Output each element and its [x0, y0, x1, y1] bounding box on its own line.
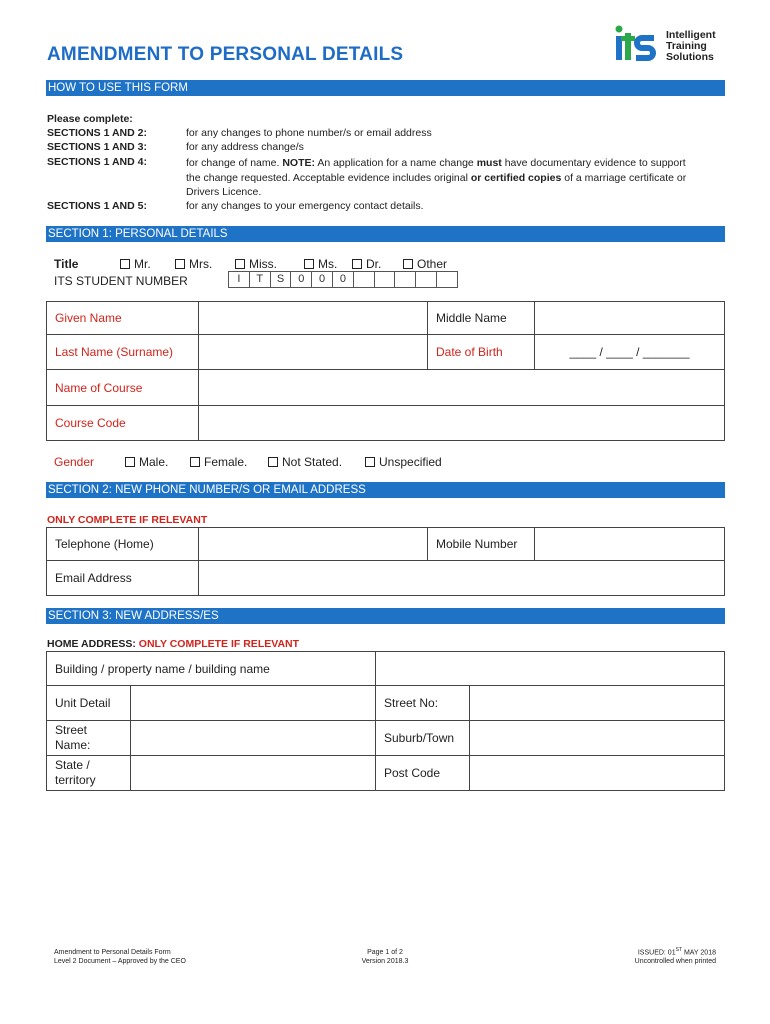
- how-to-bar: HOW TO USE THIS FORM: [46, 80, 725, 96]
- building-label: Building / property name / building name: [47, 652, 376, 686]
- title-option-mr[interactable]: Mr.: [120, 257, 151, 271]
- course-name-input[interactable]: [199, 370, 725, 406]
- section2-bar: SECTION 2: NEW PHONE NUMBER/S OR EMAIL ADDRESS: [46, 482, 725, 498]
- street-no-label: Street No:: [376, 686, 470, 721]
- tel-home-input[interactable]: [199, 528, 428, 561]
- student-number-char-box[interactable]: [436, 271, 458, 288]
- unit-input[interactable]: [131, 686, 376, 721]
- how-to-label-3: SECTIONS 1 AND 4:: [47, 156, 147, 168]
- unit-label: Unit Detail: [47, 686, 131, 721]
- address-table: [46, 651, 725, 791]
- postcode-input[interactable]: [470, 756, 725, 791]
- last-name-label: Last Name (Surname): [47, 335, 199, 370]
- street-name-label: Street Name:: [47, 721, 131, 756]
- student-number-char-box[interactable]: 0: [311, 271, 333, 288]
- student-number-char-box[interactable]: [415, 271, 437, 288]
- checkbox[interactable]: [304, 259, 314, 269]
- how-to-text-4: for any changes to your emergency contact details.: [186, 200, 424, 212]
- title-label: Title: [54, 257, 79, 271]
- logo-text: Intelligent Training Solutions: [666, 29, 716, 63]
- email-label: Email Address: [47, 561, 199, 596]
- student-number-char-box[interactable]: T: [249, 271, 271, 288]
- mobile-label: Mobile Number: [428, 528, 535, 561]
- student-number-char-box[interactable]: 0: [332, 271, 354, 288]
- course-code-input[interactable]: [199, 406, 725, 441]
- how-to-text-3: for change of name. NOTE: An application for a name change must have documentary evidence to support the change requested. Acceptable evidence includes original or certified copies of a marriage certificate or Drivers Licence.: [186, 157, 687, 198]
- street-name-input[interactable]: [131, 721, 376, 756]
- postcode-label: Post Code: [376, 756, 470, 791]
- given-name-input[interactable]: [199, 302, 428, 335]
- how-to-text-2: for any address change/s: [186, 141, 304, 153]
- middle-name-input[interactable]: [535, 302, 725, 335]
- section2-note: ONLY COMPLETE IF RELEVANT: [47, 514, 208, 526]
- checkbox[interactable]: [190, 457, 200, 467]
- personal-details-table: [46, 301, 725, 441]
- building-input[interactable]: [376, 652, 725, 686]
- student-number-char-box[interactable]: [353, 271, 375, 288]
- footer-center: Page 1 of 2 Version 2018.3: [361, 949, 409, 965]
- given-name-label: Given Name: [47, 302, 199, 335]
- section3-bar: SECTION 3: NEW ADDRESS/ES: [46, 608, 725, 624]
- student-number-label: ITS STUDENT NUMBER: [54, 274, 188, 288]
- middle-name-label: Middle Name: [428, 302, 535, 335]
- checkbox[interactable]: [365, 457, 375, 467]
- footer-left: Amendment to Personal Details Form Level 2 Document – Approved by the CEO: [54, 949, 186, 965]
- gender-option-not-stated[interactable]: Not Stated.: [268, 455, 342, 469]
- checkbox[interactable]: [175, 259, 185, 269]
- title-option-miss[interactable]: Miss.: [235, 257, 277, 271]
- footer-right: ISSUED: 01ST MAY 2018 Uncontrolled when printed: [634, 947, 716, 966]
- suburb-label: Suburb/Town: [376, 721, 470, 756]
- checkbox[interactable]: [120, 259, 130, 269]
- state-label: State / territory: [47, 756, 131, 791]
- how-to-text-1: for any changes to phone number/s or email address: [186, 127, 432, 139]
- logo-mark-icon: [610, 24, 662, 68]
- checkbox[interactable]: [235, 259, 245, 269]
- gender-option-female[interactable]: Female.: [190, 455, 247, 469]
- how-to-label-1: SECTIONS 1 AND 2:: [47, 127, 147, 139]
- title-option-ms[interactable]: Ms.: [304, 257, 337, 271]
- student-number-char-box[interactable]: S: [270, 271, 292, 288]
- last-name-input[interactable]: [199, 335, 428, 370]
- contact-table: [46, 527, 725, 596]
- home-address-label: HOME ADDRESS: ONLY COMPLETE IF RELEVANT: [47, 638, 300, 650]
- dob-input[interactable]: ____ / ____ / _______: [535, 335, 725, 370]
- email-input[interactable]: [199, 561, 725, 596]
- gender-option-unspecified[interactable]: Unspecified: [365, 455, 442, 469]
- checkbox[interactable]: [352, 259, 362, 269]
- student-number-char-box[interactable]: [374, 271, 396, 288]
- tel-home-label: Telephone (Home): [47, 528, 199, 561]
- page-title: AMENDMENT TO PERSONAL DETAILS: [47, 44, 404, 65]
- how-to-label-4: SECTIONS 1 AND 5:: [47, 200, 147, 212]
- course-code-label: Course Code: [47, 406, 199, 441]
- mobile-input[interactable]: [535, 528, 725, 561]
- checkbox[interactable]: [268, 457, 278, 467]
- state-input[interactable]: [131, 756, 376, 791]
- title-option-mrs[interactable]: Mrs.: [175, 257, 212, 271]
- title-option-other[interactable]: Other: [403, 257, 447, 271]
- its-logo: [610, 24, 735, 68]
- suburb-input[interactable]: [470, 721, 725, 756]
- checkbox[interactable]: [403, 259, 413, 269]
- checkbox[interactable]: [125, 457, 135, 467]
- how-to-label-2: SECTIONS 1 AND 3:: [47, 141, 147, 153]
- gender-label: Gender: [54, 455, 95, 469]
- section1-bar: SECTION 1: PERSONAL DETAILS: [46, 226, 725, 242]
- dob-label: Date of Birth: [428, 335, 535, 370]
- how-to-intro: Please complete:: [47, 113, 133, 125]
- title-option-dr[interactable]: Dr.: [352, 257, 381, 271]
- street-no-input[interactable]: [470, 686, 725, 721]
- student-number-char-box[interactable]: I: [228, 271, 250, 288]
- student-number-char-box[interactable]: 0: [290, 271, 312, 288]
- gender-option-male[interactable]: Male.: [125, 455, 168, 469]
- student-number-char-box[interactable]: [394, 271, 416, 288]
- course-name-label: Name of Course: [47, 370, 199, 406]
